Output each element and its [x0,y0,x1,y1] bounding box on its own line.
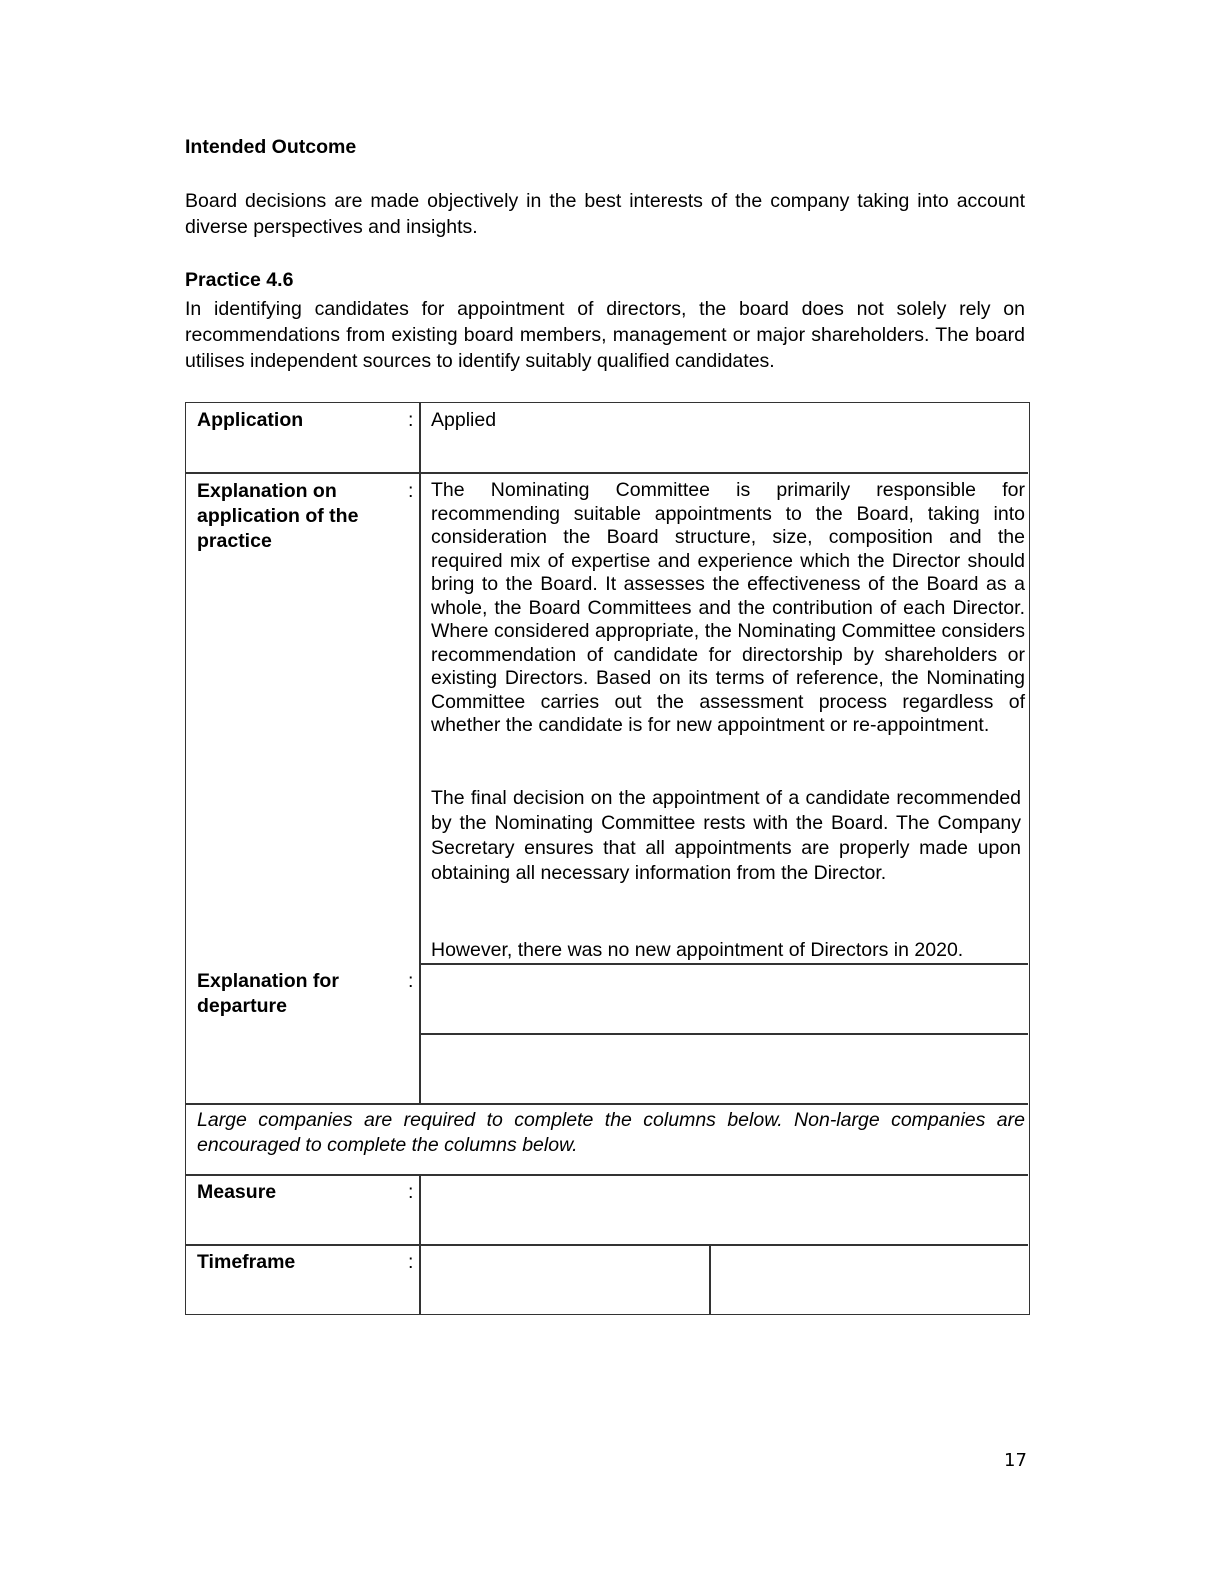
table-divider [186,472,1028,474]
practice-text: In identifying candidates for appointment of directors, the board does not solely rely on recommendations from existing board members, management or major shareholders. The board utilises independent sources to identify suitably qualified candidates. [185,298,1025,372]
table-divider [186,1244,1028,1246]
page-number: 17 [1004,1450,1027,1471]
table-divider [186,1174,1028,1176]
application-colon: : [408,409,414,431]
measure-label: Measure [197,1181,277,1203]
departure-label: Explanation for departure [197,970,339,1017]
explanation-colon: : [408,480,414,502]
explanation-paragraph-3: However, there was no new appointment of Directors in 2020. [431,939,964,961]
departure-colon: : [408,970,414,992]
explanation-label: Explanation on application of the practice [197,480,359,552]
measure-colon: : [408,1181,414,1203]
timeframe-label: Timeframe [197,1251,296,1273]
application-value: Applied [431,409,497,431]
application-label: Application [197,409,304,431]
table-divider [186,1103,1028,1105]
timeframe-colon: : [408,1251,414,1273]
table-divider [419,1033,1028,1035]
intended-outcome-text: Board decisions are made objectively in the best interests of the company taking into account diverse perspectives and insights. [185,190,1025,238]
practice-heading: Practice 4.6 [185,269,294,291]
large-companies-note: Large companies are required to complete the columns below. Non-large companies are encouraged to complete the columns below. [197,1109,1025,1156]
explanation-paragraph-2: The final decision on the appointment of a candidate recommended by the Nominating Committee rests with the Board. The Company Secretary ensures that all appointments are properly made upon obtaining all necessary information from the Director. [431,787,1021,884]
practice-table [185,402,1030,1315]
table-divider [419,963,1028,965]
intended-outcome-heading: Intended Outcome [185,136,357,158]
table-divider [709,1244,711,1315]
explanation-paragraph-1: The Nominating Committee is primarily responsible for recommending suitable appointments to the Board, taking into consideration the Board structure, size, composition and the required mix of expertise and experience which the Director should bring to the Board. It assesses the effectiveness of the Board as a whole, the Board Committees and the contribution of each Director. Where considered appropriate, the Nominating Committee considers recommendation of candidate for directorship by shareholders or existing Directors. Based on its terms of reference, the Nominating Committee carries out the assessment process regardless of whether the candidate is for new appointment or re-appointment. [431,479,1025,736]
table-divider [419,403,421,1103]
